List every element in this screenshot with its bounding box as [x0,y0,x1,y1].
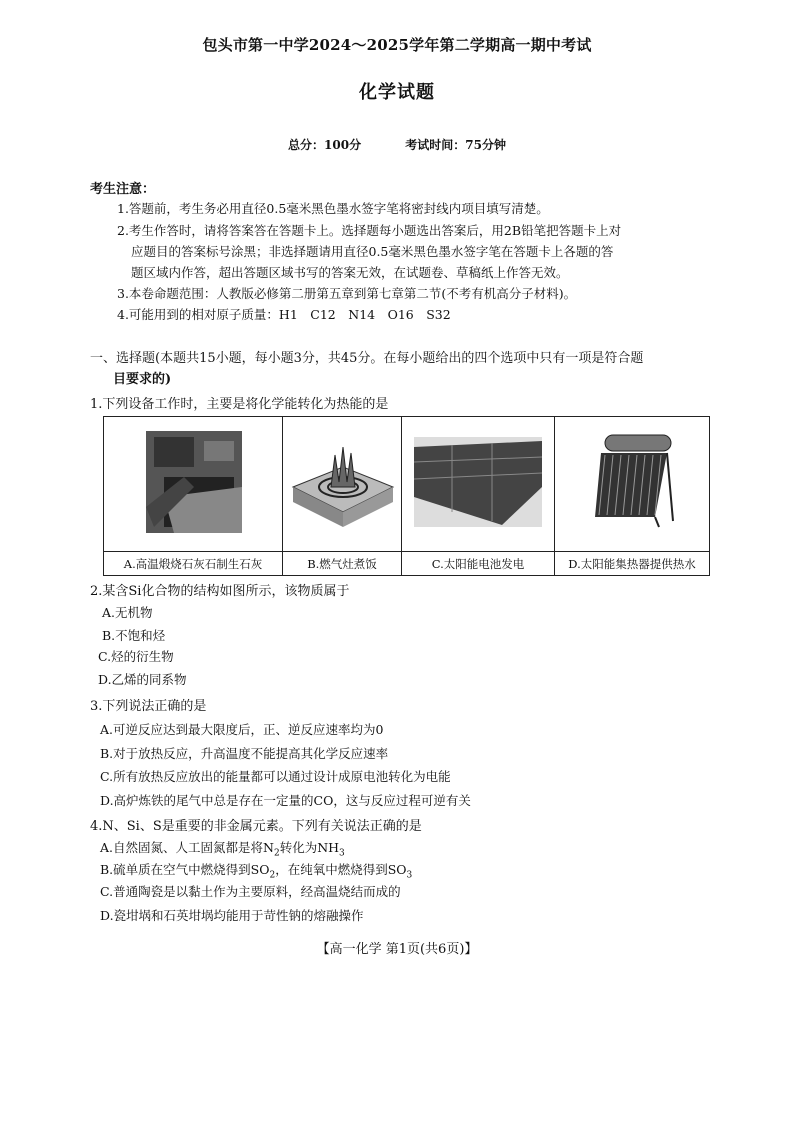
notice-item: 3.本卷命题范围：人教版必修第二册第五章到第七章第二节(不考有机高分子材料)。 [117,286,577,301]
lime-kiln-photo [104,417,282,547]
page-footer: 【高一化学 第1页(共6页)】 [316,942,478,957]
notice-item: 2.考生作答时，请将答案答在答题卡上。选择题每小题选出答案后，用2B铅笔把答题卡上对 [117,223,622,238]
section-heading-line1: 一、选择题(本题共15小题，每小题3分，共45分。在每小题给出的四个选项中只有一项是符合题 [90,351,644,366]
option-c-caption: C.太阳能电池发电 [402,552,555,576]
score-time-line [0,136,794,153]
question-1-stem: 1.下列设备工作时，主要是将化学能转化为热能的是 [90,397,389,412]
question-2-option-d: D.乙烯的同系物 [98,672,187,687]
option-a-caption: A.高温煅烧石灰石制生石灰 [104,552,283,576]
exam-title: 包头市第一中学2024～2025学年第二学期高一期中考试 [202,36,592,54]
notice-item: 题区域内作答，超出答题区域书写的答案无效，在试题卷、草稿纸上作答无效。 [131,265,569,280]
question-3-option-b: B.对于放热反应，升高温度不能提高其化学反应速率 [100,746,389,761]
question-3-option-c: C.所有放热反应放出的能量都可以通过设计成原电池转化为电能 [100,769,451,784]
question-4-option-a: A.自然固氮、人工固氮都是将$N_2$转化为$NH_3$ [100,840,345,859]
section-heading-line2: 目要求的) [113,372,172,387]
option-d-caption: D.太阳能集热器提供热水 [555,552,710,576]
question-3-option-a: A.可逆反应达到最大限度后，正、逆反应速率均为0 [100,722,384,737]
question-4-option-c: C.普通陶瓷是以黏土作为主要原料，经高温烧结而成的 [100,884,401,899]
question-3-stem: 3.下列说法正确的是 [90,699,207,714]
question-4-stem: 4.N、Si、S是重要的非金属元素。下列有关说法正确的是 [90,819,422,834]
option-a-image [104,417,283,552]
question-2-option-c: C.烃的衍生物 [98,649,174,664]
notice-item: 4.可能用到的相对原子质量：H1 C12 N14 O16 S32 [117,307,451,322]
notice-item: 1.答题前，考生务必用直径0.5毫米黑色墨水签字笔将密封线内项目填写清楚。 [117,201,549,216]
option-b-image [283,417,402,552]
question-4-option-d: D.瓷坩埚和石英坩埚均能用于苛性钠的熔融操作 [100,908,364,923]
question-4-option-b: B.硫单质在空气中燃烧得到$SO_2$，在纯氧中燃烧得到$SO_3$ [100,862,413,881]
question-2-option-b: B.不饱和烃 [102,628,166,643]
option-b-caption: B.燃气灶煮饭 [283,552,402,576]
solar-water-heater-photo [555,417,709,547]
question-1-image-table [103,416,710,576]
notice-item: 应题目的答案标号涂黑；非选择题请用直径0.5毫米黑色墨水签字笔在答题卡上各题的答 [131,244,614,259]
exam-duration: 考试时间：75分钟 [405,138,506,152]
notice-heading: 考生注意： [90,182,156,197]
question-2-option-a: A.无机物 [102,605,153,620]
total-score: 总分：100分 [288,138,362,152]
question-3-option-d: D.高炉炼铁的尾气中总是存在一定量的CO，这与反应过程可逆有关 [100,793,471,808]
question-2-stem: 2.某含Si化合物的结构如图所示，该物质属于 [90,584,350,599]
solar-panel-photo [402,417,554,547]
subject-title: 化学试题 [359,82,435,103]
option-d-image [555,417,710,552]
gas-stove-photo [283,417,401,547]
option-c-image [402,417,555,552]
